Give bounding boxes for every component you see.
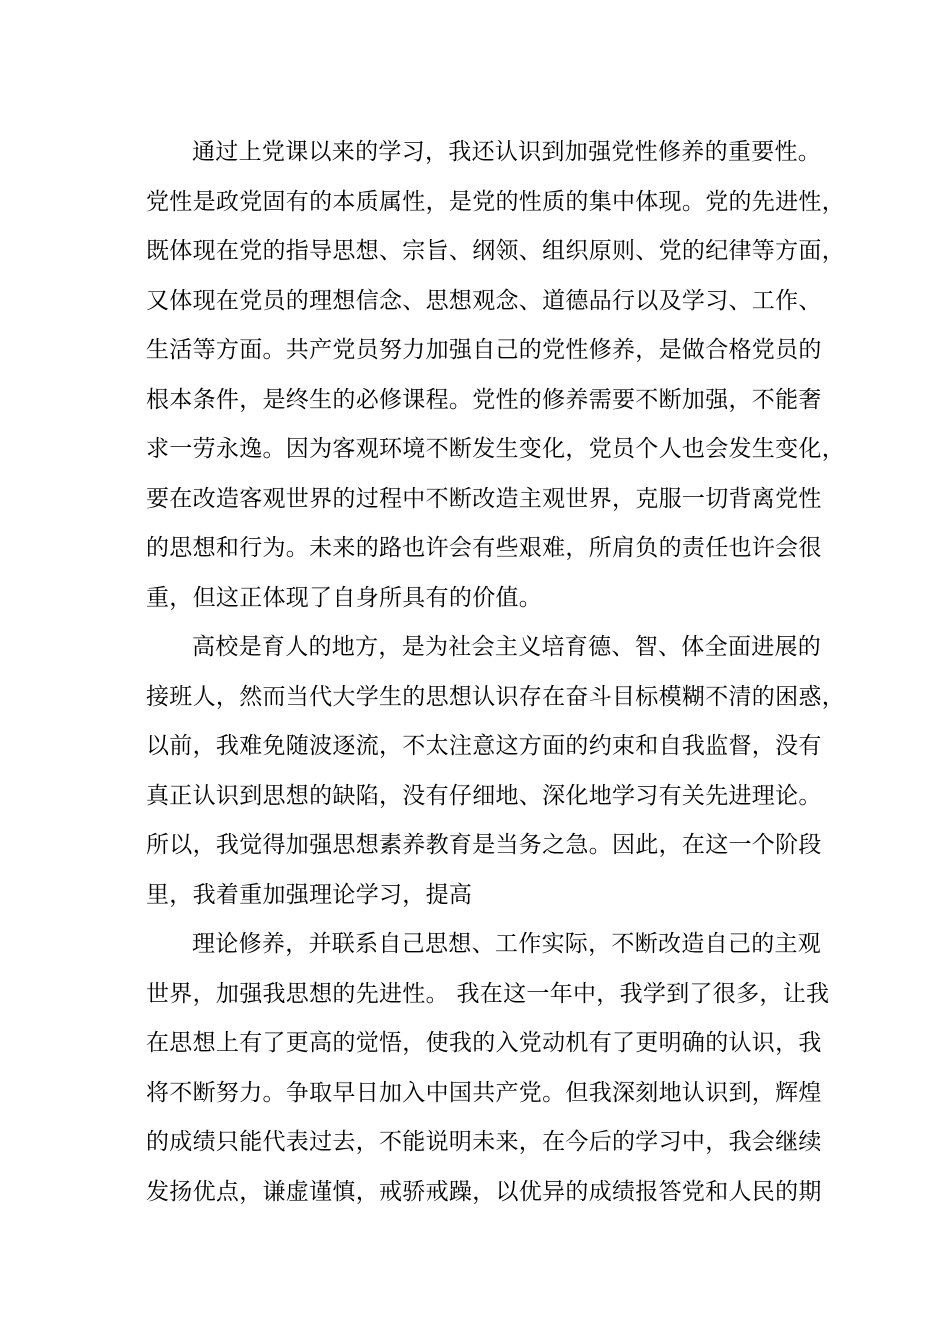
paragraph-line: 党性是政党固有的本质属性，是党的性质的集中体现。党的先进性， — [146, 188, 845, 215]
paragraph-line: 求一劳永逸。因为客观环境不断发生变化，党员个人也会发生变化， — [146, 436, 845, 462]
paragraph-line: 世界，加强我思想的先进性。 我在这一年中，我学到了很多，让我 — [146, 980, 830, 1007]
paragraph-1 — [146, 128, 845, 623]
paragraph-line: 要在改造客观世界的过程中不断改造主观世界，克服一切背离党性 — [146, 485, 822, 512]
paragraph-2 — [146, 623, 845, 920]
paragraph-3 — [146, 920, 830, 1217]
paragraph-line: 里，我着重加强理论学习，提高 — [146, 881, 473, 908]
paragraph-line: 真正认识到思想的缺陷，没有仔细地、深化地学习有关先进理论。 — [146, 782, 822, 809]
document-body — [146, 128, 845, 1217]
paragraph-line: 接班人，然而当代大学生的思想认识存在奋斗目标模糊不清的困惑， — [146, 683, 845, 710]
paragraph-line: 的成绩只能代表过去，不能说明未来，在今后的学习中，我会继续 — [146, 1129, 822, 1155]
paragraph-line: 的思想和行为。未来的路也许会有些艰难，所肩负的责任也许会很 — [146, 535, 822, 561]
paragraph-line: 重，但这正体现了自身所具有的价值。 — [146, 584, 543, 611]
paragraph-line: 高校是育人的地方，是为社会主义培育德、智、体全面进展的 — [192, 634, 822, 660]
paragraph-line: 在思想上有了更高的觉悟，使我的入党动机有了更明确的认识，我 — [146, 1030, 822, 1056]
paragraph-line: 通过上党课以来的学习，我还认识到加强党性修养的重要性。 — [192, 139, 822, 165]
paragraph-line: 理论修养，并联系自己思想、工作实际，不断改造自己的主观 — [192, 931, 822, 957]
paragraph-line: 发扬优点，谦虚谨慎，戒骄戒躁，以优异的成绩报答党和人民的期 — [146, 1178, 822, 1205]
paragraph-line: 以前，我难免随波逐流，不太注意这方面的约束和自我监督，没有 — [146, 733, 822, 759]
paragraph-line: 所以，我觉得加强思想素养教育是当务之急。因此，在这一个阶段 — [146, 832, 822, 858]
paragraph-line: 根本条件，是终生的必修课程。党性的修养需要不断加强，不能奢 — [146, 386, 822, 413]
paragraph-line: 生活等方面。共产党员努力加强自己的党性修养，是做合格党员的 — [146, 337, 822, 363]
paragraph-line: 既体现在党的指导思想、宗旨、纲领、组织原则、党的纪律等方面， — [146, 238, 845, 264]
paragraph-line: 将不断努力。争取早日加入中国共产党。但我深刻地认识到，辉煌 — [146, 1079, 822, 1106]
paragraph-line: 又体现在党员的理想信念、思想观念、道德品行以及学习、工作、 — [146, 287, 822, 314]
